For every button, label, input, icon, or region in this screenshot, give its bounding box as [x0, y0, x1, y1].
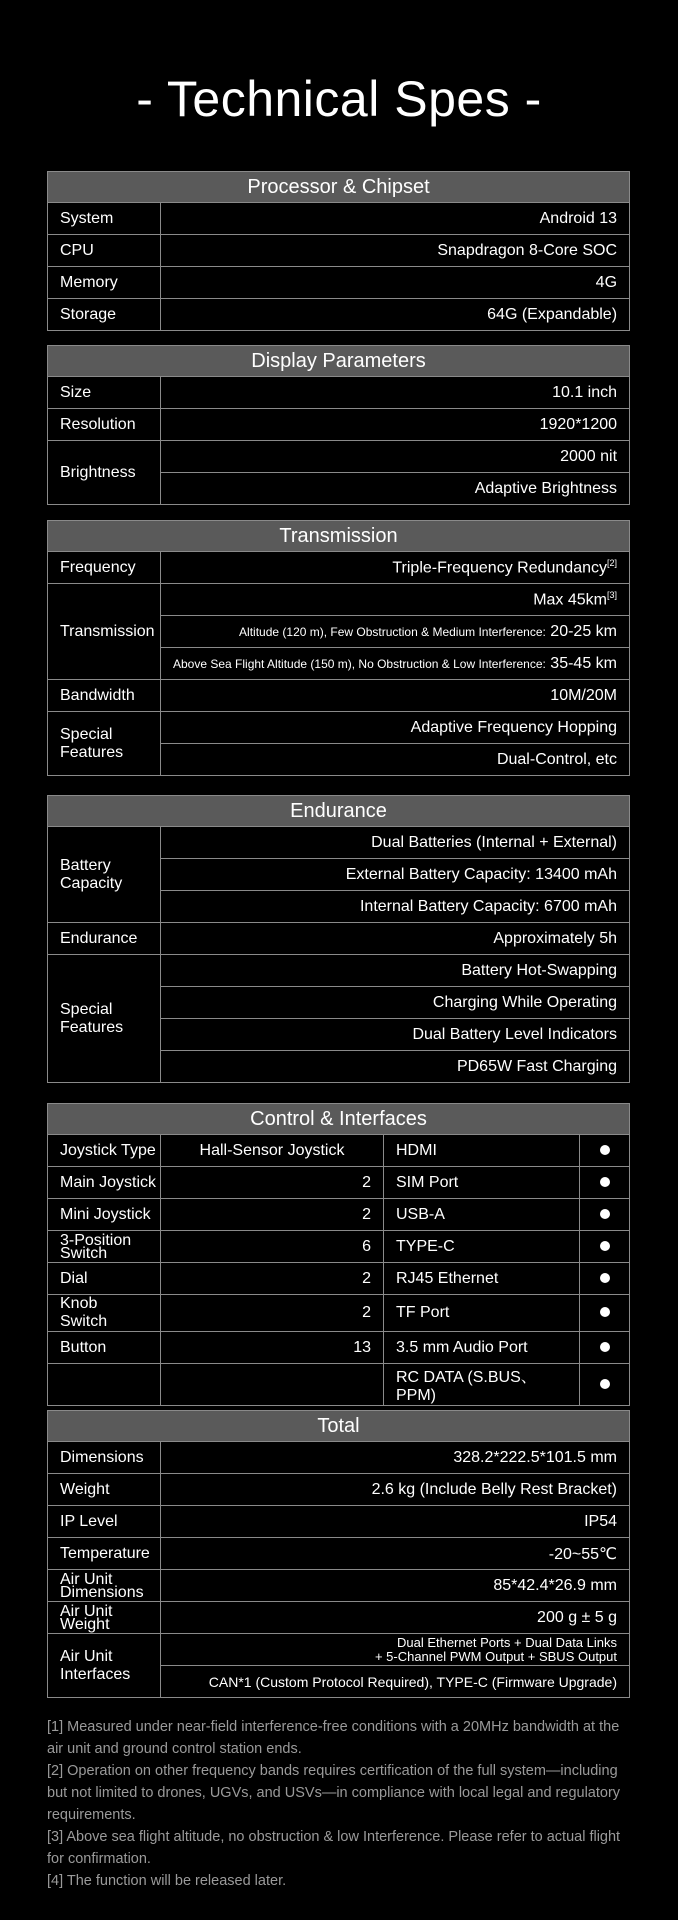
row-value: 10M/20M [161, 680, 630, 712]
frequency-value: Triple-Frequency Redundancy [392, 559, 607, 577]
row-value: 13 [161, 1332, 384, 1364]
row-value: Android 13 [161, 203, 630, 235]
row-label: Weight [48, 1474, 161, 1506]
total-table [47, 1410, 630, 1698]
table-row [48, 1332, 630, 1364]
table-row [48, 267, 630, 299]
section-header: Display Parameters [48, 346, 630, 377]
table-row [48, 203, 630, 235]
row-value: 64G (Expandable) [161, 299, 630, 331]
row-value: 200 g ± 5 g [161, 1602, 630, 1634]
row-label: Bandwidth [48, 680, 161, 712]
table-row [48, 827, 630, 859]
footnote: [4] The function will be released later. [47, 1873, 287, 1889]
table-row [48, 923, 630, 955]
row-value: Approximately 5h [161, 923, 630, 955]
row-label: 3-Position Switch [48, 1231, 161, 1263]
footnote-ref: [2] [606, 557, 617, 568]
row-value: CAN*1 (Custom Protocol Required), TYPE-C (Firmware Upgrade) [161, 1666, 630, 1698]
row-value: 2000 nit [161, 441, 630, 473]
footnote: [3] Above sea flight altitude, no obstruction & low Interference. Please refer to actual flight for confirmation. [47, 1829, 621, 1867]
port-label: TF Port [384, 1295, 580, 1332]
row-label: Endurance [48, 923, 161, 955]
transmission-table [47, 520, 630, 776]
row-value [161, 552, 630, 584]
row-label: Brightness [48, 441, 161, 505]
air-interfaces-line1: Dual Ethernet Ports + Dual Data Links [396, 1634, 617, 1650]
row-label: Transmission [48, 584, 161, 680]
row-value: Snapdragon 8-Core SOC [161, 235, 630, 267]
table-row [48, 1634, 630, 1666]
row-label: Special Features [48, 955, 161, 1083]
endurance-table [47, 795, 630, 1083]
footnote: [1] Measured under near-field interference-free conditions with a 20MHz bandwidth at the air unit and ground control station ends. [47, 1719, 620, 1757]
section-header: Control & Interfaces [48, 1104, 630, 1135]
table-row [48, 1538, 630, 1570]
table-row [48, 1602, 630, 1634]
row-value: -20~55℃ [161, 1538, 630, 1570]
supported-dot-icon [600, 1307, 610, 1317]
row-value [161, 616, 630, 648]
row-label: Temperature [48, 1538, 161, 1570]
table-row [48, 1295, 630, 1332]
control-table [47, 1103, 630, 1406]
row-value: Dual Battery Level Indicators [161, 1019, 630, 1051]
table-row [48, 1231, 630, 1263]
supported-dot-icon [600, 1177, 610, 1187]
row-label: Resolution [48, 409, 161, 441]
row-value: Battery Hot-Swapping [161, 955, 630, 987]
table-row [48, 1199, 630, 1231]
row-label: Knob Switch [48, 1295, 161, 1332]
supported-dot-icon [600, 1379, 610, 1389]
row-value: 2 [161, 1199, 384, 1231]
section-header: Total [48, 1411, 630, 1442]
row-value: 4G [161, 267, 630, 299]
table-row [48, 409, 630, 441]
table-row [48, 680, 630, 712]
table-row [48, 299, 630, 331]
row-value [161, 1634, 630, 1666]
table-row [48, 1364, 630, 1406]
port-label: SIM Port [384, 1167, 580, 1199]
row-label: Air Unit Dimensions [48, 1570, 161, 1602]
row-value: Adaptive Brightness [161, 473, 630, 505]
row-value: 1920*1200 [161, 409, 630, 441]
max-range-value: Max 45km [533, 591, 607, 609]
supported-dot-icon [600, 1273, 610, 1283]
row-label: Main Joystick [48, 1167, 161, 1199]
row-label: Special Features [48, 712, 161, 776]
display-table [47, 345, 630, 505]
row-label: Mini Joystick [48, 1199, 161, 1231]
port-label: 3.5 mm Audio Port [384, 1332, 580, 1364]
row-label: Air Unit Weight [48, 1602, 161, 1634]
table-row [48, 712, 630, 744]
table-row [48, 1263, 630, 1295]
table-row [48, 552, 630, 584]
table-row [48, 1442, 630, 1474]
row-value [161, 1364, 384, 1406]
row-value: 2 [161, 1263, 384, 1295]
row-value: Internal Battery Capacity: 6700 mAh [161, 891, 630, 923]
row-value: Dual-Control, etc [161, 744, 630, 776]
row-value: Hall-Sensor Joystick [161, 1135, 384, 1167]
row-value: IP54 [161, 1506, 630, 1538]
range-value: 20-25 km [550, 622, 617, 640]
table-row [48, 1506, 630, 1538]
supported-dot-icon [600, 1209, 610, 1219]
port-label: TYPE-C [384, 1231, 580, 1263]
range-value: 35-45 km [550, 654, 617, 672]
port-label: RC DATA (S.BUS、PPM) [384, 1364, 580, 1406]
row-value: 10.1 inch [161, 377, 630, 409]
table-row [48, 1474, 630, 1506]
row-label: Joystick Type [48, 1135, 161, 1167]
row-label: Size [48, 377, 161, 409]
table-row [48, 1570, 630, 1602]
supported-dot-icon [600, 1342, 610, 1352]
row-value: 2 [161, 1295, 384, 1332]
section-header: Processor & Chipset [48, 172, 630, 203]
table-row [48, 377, 630, 409]
row-value [161, 584, 630, 616]
row-label: Memory [48, 267, 161, 299]
row-label: CPU [48, 235, 161, 267]
port-label: RJ45 Ethernet [384, 1263, 580, 1295]
footnotes [47, 1716, 627, 1892]
section-header: Transmission [48, 521, 630, 552]
table-row [48, 584, 630, 616]
port-label: USB-A [384, 1199, 580, 1231]
row-label: Air Unit Interfaces [48, 1634, 161, 1698]
row-value: 2 [161, 1167, 384, 1199]
row-value: 2.6 kg (Include Belly Rest Bracket) [161, 1474, 630, 1506]
table-row [48, 955, 630, 987]
row-value: Charging While Operating [161, 987, 630, 1019]
row-label: System [48, 203, 161, 235]
row-value: 85*42.4*26.9 mm [161, 1570, 630, 1602]
row-label: Battery Capacity [48, 827, 161, 923]
table-row [48, 1167, 630, 1199]
range-description: Altitude (120 m), Few Obstruction & Medium Interference: [239, 624, 546, 639]
table-row [48, 235, 630, 267]
row-value: Dual Batteries (Internal + External) [161, 827, 630, 859]
row-label: Button [48, 1332, 161, 1364]
row-label: Dial [48, 1263, 161, 1295]
port-label: HDMI [384, 1135, 580, 1167]
air-interfaces-line2: + 5-Channel PWM Output + SBUS Output [374, 1648, 617, 1664]
row-value: PD65W Fast Charging [161, 1051, 630, 1083]
row-value: 328.2*222.5*101.5 mm [161, 1442, 630, 1474]
table-row [48, 441, 630, 473]
row-label: Frequency [48, 552, 161, 584]
table-row [48, 1135, 630, 1167]
processor-table [47, 171, 630, 331]
row-label: Storage [48, 299, 161, 331]
row-label: IP Level [48, 1506, 161, 1538]
row-label: Dimensions [48, 1442, 161, 1474]
row-value: External Battery Capacity: 13400 mAh [161, 859, 630, 891]
row-value: 6 [161, 1231, 384, 1263]
row-value [161, 648, 630, 680]
supported-dot-icon [600, 1145, 610, 1155]
range-description: Above Sea Flight Altitude (150 m), No Obstruction & Low Interference: [172, 656, 546, 671]
section-header: Endurance [48, 796, 630, 827]
page-title: - Technical Spes - [136, 71, 542, 127]
row-value: Adaptive Frequency Hopping [161, 712, 630, 744]
row-label [48, 1364, 161, 1406]
footnote-ref: [3] [606, 589, 617, 600]
footnote: [2] Operation on other frequency bands requires certification of the full system—including but not limited to drones, UGVs, and USVs—in compliance with local legal and regulatory requirements. [47, 1763, 621, 1823]
supported-dot-icon [600, 1241, 610, 1251]
